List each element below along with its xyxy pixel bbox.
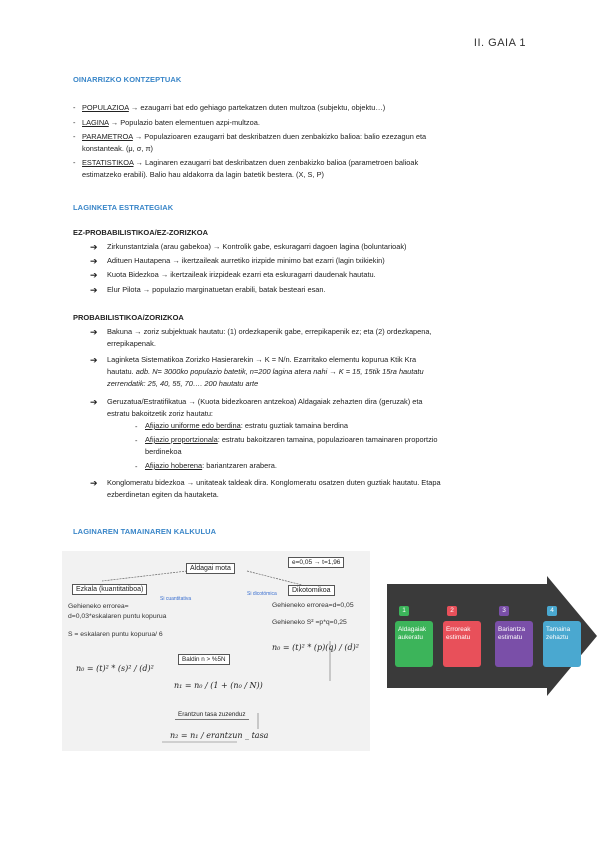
arrow-bullet-icon: ➔ <box>90 270 98 280</box>
arrow-bullet-icon: ➔ <box>90 478 98 488</box>
arrow-bullet-icon: ➔ <box>90 327 98 337</box>
subsection-nonprob: EZ-PROBABILISTIKOA/EZ-ZORIZKOA <box>73 228 208 237</box>
list-item: Kuota Bidezkoa → ikertzaileak irizpideak ezarri eta eskuragarri daudenak hautatu. <box>107 270 376 279</box>
list-item: zerrendatik: 25, 40, 55, 70…. 200 hautatu arte <box>107 379 259 388</box>
bullet-dash: - <box>135 422 138 431</box>
list-item: Adituen Hautapena → ikertzaileak aurretiko irizpide minimo bat ezarri (lagin txikiekin) <box>107 256 385 265</box>
section-title-size: LAGINAREN TAMAINAREN KALKULUA <box>73 527 217 536</box>
list-item: Konglomeratu bidezkoa → unitateak taldeak dira. Konglomeratu osatzen duten guztiak hautatu. Etapa <box>107 478 441 487</box>
concept-line: PARAMETROA → Populazioaren ezaugarri bat deskribatzen duen zenbakizko balioa: balio ezezagun eta <box>82 132 427 141</box>
dich-error-label: Gehieneko errorea=d=0,05 <box>272 602 354 609</box>
list-item: errepikapenak. <box>107 339 156 348</box>
arrow-bullet-icon: ➔ <box>90 242 98 252</box>
concept-line: POPULAZIOA → ezaugarri bat edo gehiago partekatzen duten multzoa (subjektu, objektu…) <box>82 103 386 112</box>
dichotomic-box: Dikotomikoa <box>288 585 335 596</box>
allocation-item: Afijazio hoberena: bariantzaren arabera. <box>145 461 277 470</box>
bullet-dash: - <box>73 118 76 127</box>
bullet-dash: - <box>135 462 138 471</box>
page-header: II. GAIA 1 <box>473 37 526 49</box>
step-number: 2 <box>447 606 457 616</box>
arrow-bullet-icon: ➔ <box>90 397 98 407</box>
steps-graphic <box>387 576 597 696</box>
step-card: Tamaina zehaztu <box>543 621 581 667</box>
formula-n0-dichotomic: n₀ = (t)² * (p)(q) / (d)² <box>272 643 359 652</box>
allocation-item: Afijazio proportzionala: estratu bakoitzaren tamaina, populazioaren tamainaren proportzio <box>145 435 438 444</box>
max-error-value: d=0,03*eskalaren puntu kopurua <box>68 613 167 620</box>
bullet-dash: - <box>73 103 76 112</box>
section-title-strategies: LAGINKETA ESTRATEGIAK <box>73 203 174 212</box>
list-item: Bakuna → zoriz subjektuak hautatu: (1) ordezkapenik gabe, errepikapenik ez; eta (2) ordezkapena, <box>107 327 432 336</box>
section-title-concepts: OINARRIZKO KONTZEPTUAK <box>73 75 182 84</box>
subsection-prob: PROBABILISTIKOA/ZORIZKOA <box>73 313 184 322</box>
allocation-item: Afijazio uniforme edo berdina: estratu guztiak tamaina berdina <box>145 421 348 430</box>
dichotomic-note: Si dicotómica <box>247 591 277 597</box>
variable-type-box: Aldagai mota <box>186 563 235 574</box>
scale-s-label: S = eskalaren puntu kopurua/ 6 <box>68 631 163 638</box>
formula-n2: n₂ = n₁ / erantzun _ tasa <box>170 731 269 740</box>
concept-line: estimatzeko erabili). Balio hau aldakorra da lagin batetik bestera. (X, S, P) <box>82 170 324 179</box>
step-number: 1 <box>399 606 409 616</box>
condition-box: Baldin n > %5N <box>178 654 230 665</box>
sample-size-diagram <box>62 551 370 751</box>
bullet-dash: - <box>135 436 138 445</box>
quantitative-note: Si cuantitativa <box>160 596 192 602</box>
list-item: Elur Pilota → populazio marginatuetan erabili, batak besteari esan. <box>107 285 326 294</box>
scale-box: Ezkala (kuantitatiboa) <box>72 584 147 595</box>
response-rate-label: Erantzun tasa zuzenduz <box>175 710 249 720</box>
list-item: estratu bakoitzetik zoriz hautatu: <box>107 409 213 418</box>
allocation-item: berdinekoa <box>145 447 182 456</box>
concept-line: konstanteak. (μ, σ, π) <box>82 144 154 153</box>
list-item: Zirkunstantziala (arau gabekoa) → Kontrolik gabe, eskuragarri dagoen lagina (boluntarioak) <box>107 242 407 251</box>
concept-line: LAGINA → Populazio baten elementuen azpi-multzoa. <box>82 118 260 127</box>
arrow-bullet-icon: ➔ <box>90 285 98 295</box>
concept-line: ESTATISTIKOA → Laginaren ezaugarri bat deskribatzen duen zenbakizko balioa (parametroen balioak <box>82 158 419 167</box>
bullet-dash: - <box>73 132 76 141</box>
step-card: Erroreak estimatu <box>443 621 481 667</box>
step-card: Aldagaiak aukeratu <box>395 621 433 667</box>
arrow-bullet-icon: ➔ <box>90 256 98 266</box>
dich-variance-label: Gehieneko S² =p*q=0,25 <box>272 619 347 626</box>
step-number: 3 <box>499 606 509 616</box>
step-card: Bariantza estimatu <box>495 621 533 667</box>
arrow-bullet-icon: ➔ <box>90 355 98 365</box>
max-error-label: Gehieneko errorea= <box>68 603 129 610</box>
formula-n0-scale: n₀ = (t)² * (s)² / (d)² <box>76 664 154 673</box>
error-box: e=0,05 → t=1,96 <box>288 557 344 568</box>
list-item: hautatu. adb. N= 3000ko populazio batetik, n=200 lagina atera nahi → K = 15, 15tik 15ra hautatu <box>107 367 424 376</box>
list-item: Laginketa Sistematikoa Zorizko Hasierarekin → K = N/n. Ezarritako elementu kopurua Ktik Kra <box>107 355 417 364</box>
list-item: Geruzatua/Estratifikatua → (Kuota bidezkoaren antzekoa) Aldagaiak zehazten dira (geruzak) eta <box>107 397 423 406</box>
list-item: ezberdinetan egiten da hautaketa. <box>107 490 219 499</box>
bullet-dash: - <box>73 158 76 167</box>
formula-n1: n₁ = n₀ / (1 + (n₀ / N)) <box>174 681 263 690</box>
step-number: 4 <box>547 606 557 616</box>
